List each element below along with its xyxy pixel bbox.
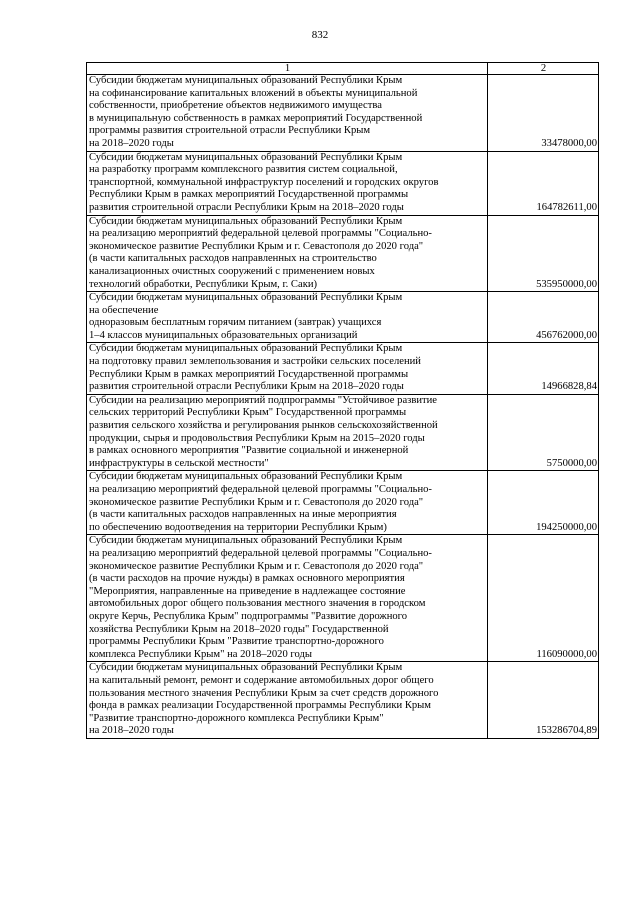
description-line: Субсидии бюджетам муниципальных образований Республики Крым [89,471,403,483]
description-line: на реализацию мероприятий федеральной целевой программы "Социально- [89,484,432,495]
table-row [87,75,599,152]
table-row [87,215,599,292]
description-line: по обеспечению водоотведения на территории Республики Крым) [89,521,387,533]
description-line: развития строительной отрасли Республики Крым на 2018–2020 годы [89,381,404,393]
description-line: на капитальный ремонт, ремонт и содержание автомобильных дорог общего [89,674,434,686]
description-line: сельских территорий Республики Крым" Государственной программы [89,407,407,419]
description-line: собственности, приобретение объектов недвижимого имущества [89,100,382,112]
description-line: транспортной, коммунальной инфраструктур поселений и городских округов [89,176,439,188]
description-line: технологий обработки, Республики Крым, г. Саки) [89,278,318,290]
table-row [87,394,599,471]
description-line: программы развития строительной отрасли Республики Крым [89,125,371,137]
description-line: на 2018–2020 годы [89,137,174,149]
description-line: развития строительной отрасли Республики Крым на 2018–2020 годы [89,201,404,213]
description-line: пользования местного значения Республики Крым за счет средств дорожного [89,687,439,699]
description-line: экономическое развитие Республики Крым и г. Севастополя до 2020 года" [89,496,424,508]
row-description [87,535,488,662]
description-line: экономическое развитие Республики Крым и г. Севастополя до 2020 года" [89,560,424,572]
description-line: (в части капитальных расходов направленных на иные мероприятия [89,509,397,521]
row-amount: 33478000,00 [488,75,599,152]
description-line: Республики Крым в рамках мероприятий Государственной программы [89,189,409,201]
description-line: Субсидии бюджетам муниципальных образований Республики Крым [89,662,403,674]
row-amount: 535950000,00 [488,215,599,292]
table-body [87,75,599,739]
description-line: на обеспечение [89,304,159,316]
description-line: хозяйства Республики Крым на 2018–2020 годы" Государственной [89,623,389,635]
table-row [87,535,599,662]
row-amount: 153286704,89 [488,662,599,739]
row-description [87,471,488,535]
description-line: Субсидии бюджетам муниципальных образований Республики Крым [89,292,403,304]
budget-table [86,62,599,739]
description-line: Субсидии бюджетам муниципальных образований Республики Крым [89,535,403,547]
description-line: 1–4 классов муниципальных образовательных организаций [89,329,358,341]
row-amount: 194250000,00 [488,471,599,535]
description-line: Субсидии бюджетам муниципальных образований Республики Крым [89,75,403,86]
description-line: на реализацию мероприятий федеральной целевой программы "Социально- [89,547,432,559]
page-number: 832 [311,29,329,41]
description-line: на софинансирование капитальных вложений в объекты муниципальной [89,87,418,99]
row-amount: 116090000,00 [488,535,599,662]
description-line: одноразовым бесплатным горячим питанием (завтрак) учащихся [89,317,382,329]
description-line: (в части капитальных расходов направленных на строительство [89,253,377,265]
table-row [87,471,599,535]
row-amount: 5750000,00 [488,394,599,471]
description-line: в муниципальную собственность в рамках мероприятий Государственной [89,112,423,124]
row-description [87,75,488,152]
description-line: округе Керчь, Республика Крым" подпрограммы "Развитие дорожного [89,610,408,622]
row-amount: 164782611,00 [488,151,599,215]
column-header-description: 1 [87,63,488,75]
description-line: продукции, сырья и продовольствия Республики Крым на 2015–2020 годы [89,432,425,444]
description-line: на 2018–2020 годы [89,725,174,737]
row-description [87,394,488,471]
description-line: развития сельского хозяйства и регулирования рынков сельскохозяйственной [89,420,438,432]
description-line: Субсидии бюджетам муниципальных образований Республики Крым [89,343,403,355]
row-amount: 456762000,00 [488,292,599,343]
description-line: на подготовку правил землепользования и застройки сельских поселений [89,356,421,368]
description-line: в рамках основного мероприятия "Развитие социальной и инженерной [89,445,409,457]
description-line: Субсидии бюджетам муниципальных образований Республики Крым [89,215,403,227]
description-line: Республики Крым в рамках мероприятий Государственной программы [89,368,409,380]
table-row [87,662,599,739]
row-amount: 14966828,84 [488,343,599,394]
table-header-row [87,63,599,75]
description-line: автомобильных дорог общего пользования местного значения в городском [89,598,426,610]
table-row [87,151,599,215]
description-line: на реализацию мероприятий федеральной целевой программы "Социально- [89,228,432,240]
description-line: (в части расходов на прочие нужды) в рамках основного мероприятия [89,573,405,585]
description-line: экономическое развитие Республики Крым и г. Севастополя до 2020 года" [89,240,424,252]
row-description [87,662,488,739]
row-description [87,343,488,394]
description-line: канализационных очистных сооружений с применением новых [89,265,375,277]
description-line: Субсидии бюджетам муниципальных образований Республики Крым [89,151,403,163]
description-line: на разработку программ комплексного развития систем социальной, [89,164,398,176]
description-line: программы Республики Крым "Развитие транспортно-дорожного [89,636,384,648]
row-description [87,215,488,292]
column-header-amount: 2 [488,63,599,75]
description-line: Субсидии на реализацию мероприятий подпрограммы "Устойчивое развитие [89,394,438,406]
row-description [87,292,488,343]
description-line: "Мероприятия, направленные на приведение в надлежащее состояние [89,585,406,597]
description-line: инфраструктуры в сельской местности" [89,457,269,469]
table-row [87,292,599,343]
table-row [87,343,599,394]
row-description [87,151,488,215]
description-line: "Развитие транспортно-дорожного комплекса Республики Крым" [89,712,384,724]
description-line: комплекса Республики Крым" на 2018–2020 годы [89,648,313,660]
description-line: фонда в рамках реализации Государственной программы Республики Крым [89,700,431,712]
